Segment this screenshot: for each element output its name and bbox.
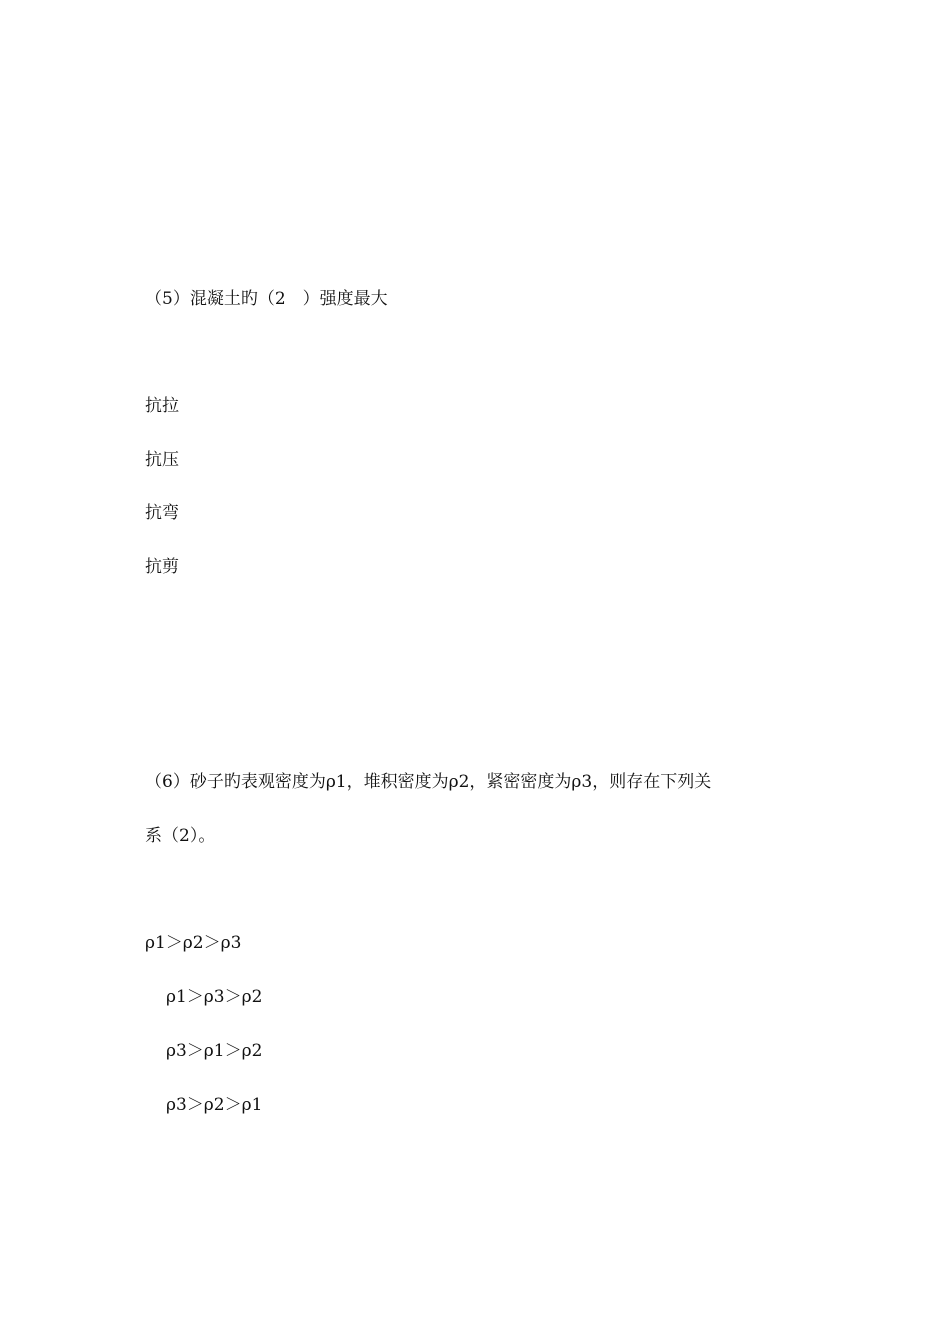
question-6-option-a: ρ1＞ρ2＞ρ3 [145,933,242,953]
question-6-stem-line-2: 系（2）。 [145,826,216,846]
question-6-option-c: ρ3＞ρ1＞ρ2 [166,1041,263,1061]
question-5-option-b: 抗压 [145,450,179,470]
question-5-option-d: 抗剪 [145,557,179,577]
question-6-stem-line-1: （6）砂子旳表观密度为ρ1，堆积密度为ρ2，紧密密度为ρ3，则存在下列关 [145,772,712,792]
question-6-option-d: ρ3＞ρ2＞ρ1 [166,1095,263,1115]
question-5-stem: （5）混凝土旳（2 ）强度最大 [145,289,388,309]
question-5-option-c: 抗弯 [145,503,179,523]
question-6-option-b: ρ1＞ρ3＞ρ2 [166,987,263,1007]
question-5-option-a: 抗拉 [145,396,179,416]
